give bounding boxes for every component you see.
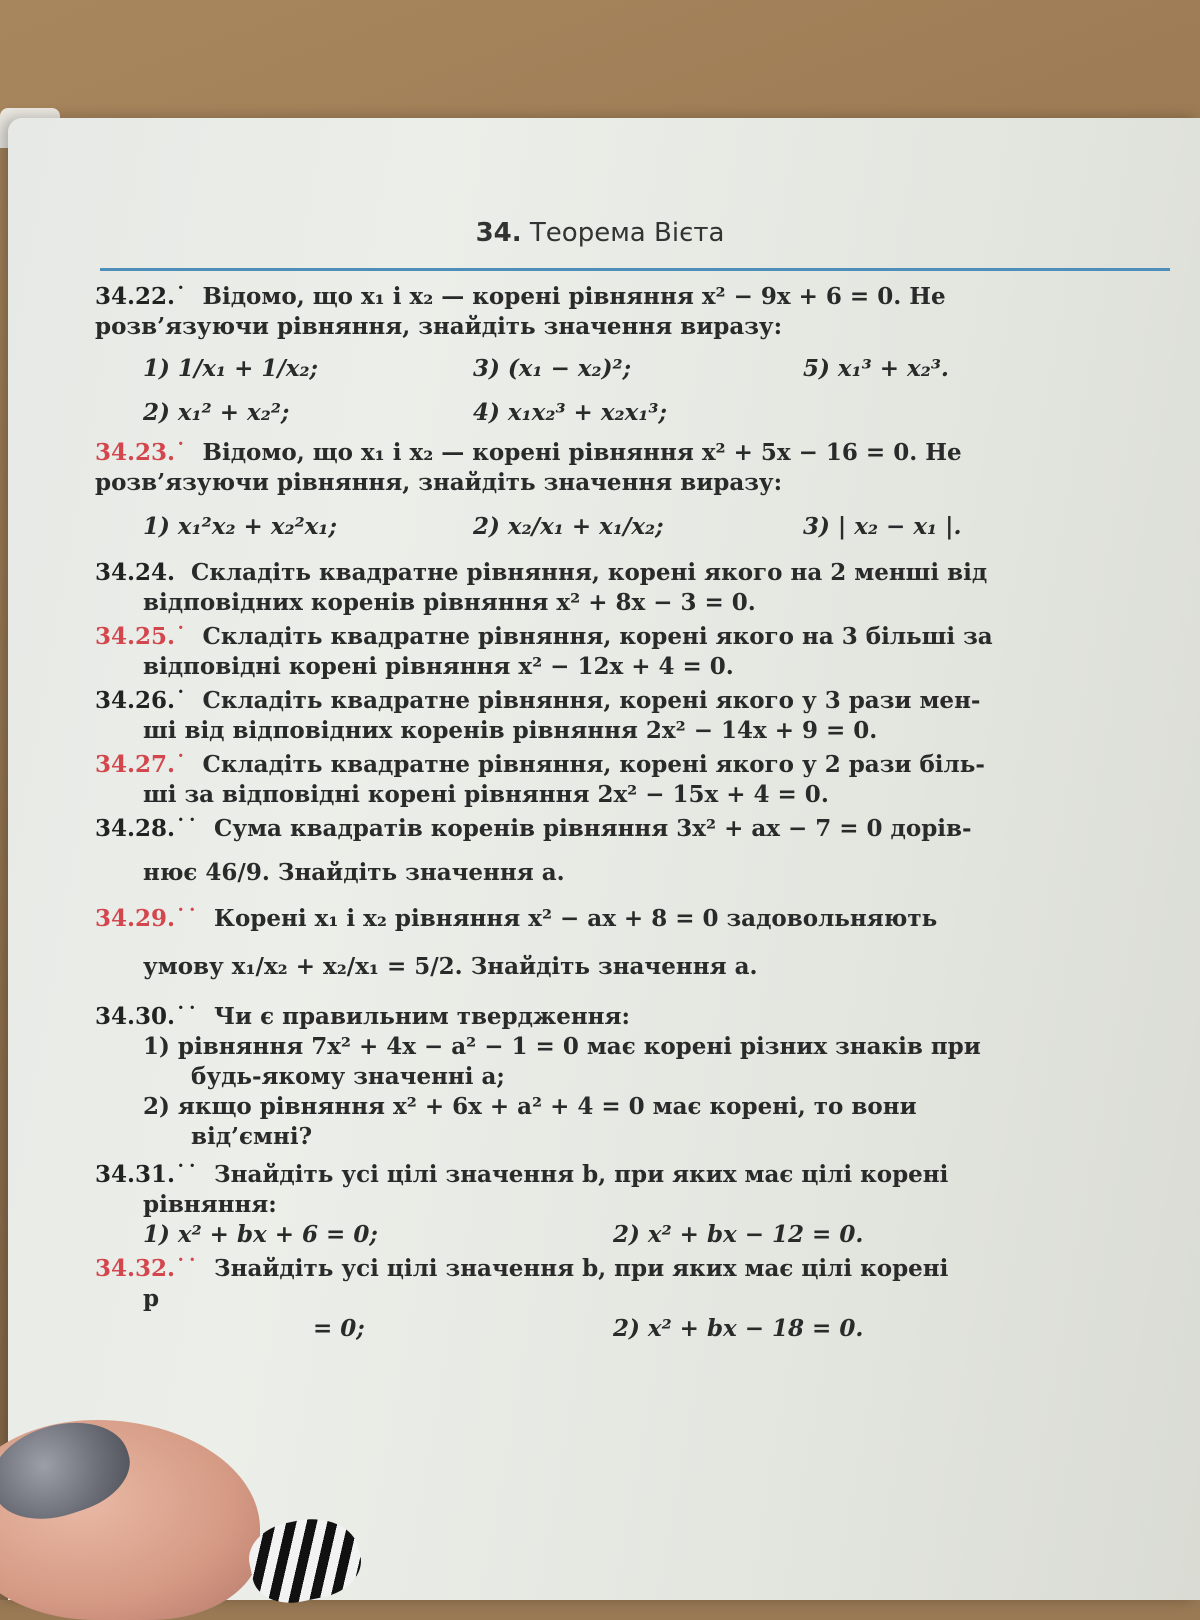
exercise-item: 1) 1/x₁ + 1/x₂;: [143, 355, 319, 382]
exercise-text-line: Знайдіть усі цілі значення b, при яких має цілі корені: [214, 1161, 949, 1188]
exercise-text-line: нює 46/9. Знайдіть значення a.: [143, 859, 565, 886]
exercise-number: 34.31.˙˙: [95, 1161, 199, 1188]
exercise-34-31: [95, 1160, 1155, 1250]
page-header: [0, 218, 1200, 248]
exercise-text-line: ші за відповідні корені рівняння 2x² − 15x + 4 = 0.: [143, 781, 829, 808]
exercise-text-line: Корені x₁ і x₂ рівняння x² − ax + 8 = 0 задовольняють: [214, 905, 938, 932]
section-number: 34.: [475, 218, 522, 248]
exercise-subitem: 1) рівняння 7x² + 4x − a² − 1 = 0 має корені різних знаків при: [143, 1033, 981, 1060]
exercise-item: 4) x₁x₂³ + x₂x₁³;: [473, 399, 667, 426]
exercise-item: = 0;: [313, 1315, 365, 1342]
exercise-34-25: [95, 622, 1155, 682]
exercise-text-line: Сума квадратів коренів рівняння 3x² + ax − 7 = 0 дорів-: [214, 815, 972, 842]
exercise-text-line: Чи є правильним твердження:: [214, 1003, 630, 1030]
exercise-subitem: 2) якщо рівняння x² + 6x + a² + 4 = 0 має корені, то вони: [143, 1093, 917, 1120]
exercise-subitem: від’ємні?: [191, 1123, 313, 1150]
exercise-text-line: Відомо, що x₁ і x₂ — корені рівняння x² − 9x + 6 = 0. Не: [202, 283, 946, 310]
exercise-list: [95, 282, 1155, 1348]
header-rule: [100, 268, 1170, 271]
exercise-item: 2) x₁² + x₂²;: [143, 399, 290, 426]
exercise-text-line: розв’язуючи рівняння, знайдіть значення виразу:: [95, 313, 783, 340]
exercise-subitem: будь-якому значенні a;: [191, 1063, 505, 1090]
exercise-number: 34.32.˙˙: [95, 1255, 199, 1282]
exercise-34-24: [95, 558, 1155, 618]
exercise-item: 5) x₁³ + x₂³.: [803, 355, 949, 382]
exercise-34-29: [95, 904, 1155, 982]
exercise-number: 34.22.˙: [95, 283, 187, 310]
exercise-item: 3) (x₁ − x₂)²;: [473, 355, 632, 382]
exercise-item: 2) x₂/x₁ + x₁/x₂;: [473, 513, 664, 540]
exercise-number: 34.28.˙˙: [95, 815, 199, 842]
exercise-text-line: Складіть квадратне рівняння, корені якого на 2 менші від: [191, 559, 988, 586]
exercise-item: 1) x₁²x₂ + x₂²x₁;: [143, 513, 337, 540]
exercise-34-27: [95, 750, 1155, 810]
exercise-text-line: Знайдіть усі цілі значення b, при яких має цілі корені: [214, 1255, 949, 1282]
exercise-text-line: рівняння:: [143, 1191, 277, 1218]
exercise-34-26: [95, 686, 1155, 746]
exercise-number: 34.24.: [95, 559, 176, 586]
exercise-item: 1) x² + bx + 6 = 0;: [143, 1221, 378, 1248]
exercise-item: 3) | x₂ − x₁ |.: [803, 513, 962, 540]
exercise-34-23: [95, 438, 1155, 542]
exercise-text-line: р: [143, 1285, 160, 1312]
exercise-text-line: Складіть квадратне рівняння, корені якого у 2 рази біль-: [202, 751, 985, 778]
exercise-text-line: відповідних коренів рівняння x² + 8x − 3 = 0.: [143, 589, 756, 616]
exercise-item: 2) x² + bx − 18 = 0.: [613, 1315, 864, 1342]
exercise-text-line: розв’язуючи рівняння, знайдіть значення виразу:: [95, 469, 783, 496]
exercise-text-line: Складіть квадратне рівняння, корені якого на 3 більші за: [202, 623, 993, 650]
exercise-number: 34.26.˙: [95, 687, 187, 714]
exercise-34-32: [95, 1254, 1155, 1344]
exercise-number: 34.27.˙: [95, 751, 187, 778]
exercise-number: 34.29.˙˙: [95, 905, 199, 932]
exercise-number: 34.25.˙: [95, 623, 187, 650]
exercise-number: 34.23.˙: [95, 439, 187, 466]
section-title: Теорема Вієта: [529, 218, 725, 248]
exercise-text-line: Відомо, що x₁ і x₂ — корені рівняння x² + 5x − 16 = 0. Не: [202, 439, 962, 466]
exercise-item: 2) x² + bx − 12 = 0.: [613, 1221, 864, 1248]
exercise-34-30: [95, 1002, 1155, 1152]
exercise-34-22: [95, 282, 1155, 428]
exercise-text-line: умову x₁/x₂ + x₂/x₁ = 5/2. Знайдіть значення a.: [143, 953, 758, 980]
exercise-number: 34.30.˙˙: [95, 1003, 199, 1030]
exercise-text-line: Складіть квадратне рівняння, корені якого у 3 рази мен-: [202, 687, 981, 714]
exercise-text-line: ші від відповідних коренів рівняння 2x² − 14x + 9 = 0.: [143, 717, 878, 744]
exercise-text-line: відповідні корені рівняння x² − 12x + 4 = 0.: [143, 653, 734, 680]
exercise-34-28: [95, 814, 1155, 888]
